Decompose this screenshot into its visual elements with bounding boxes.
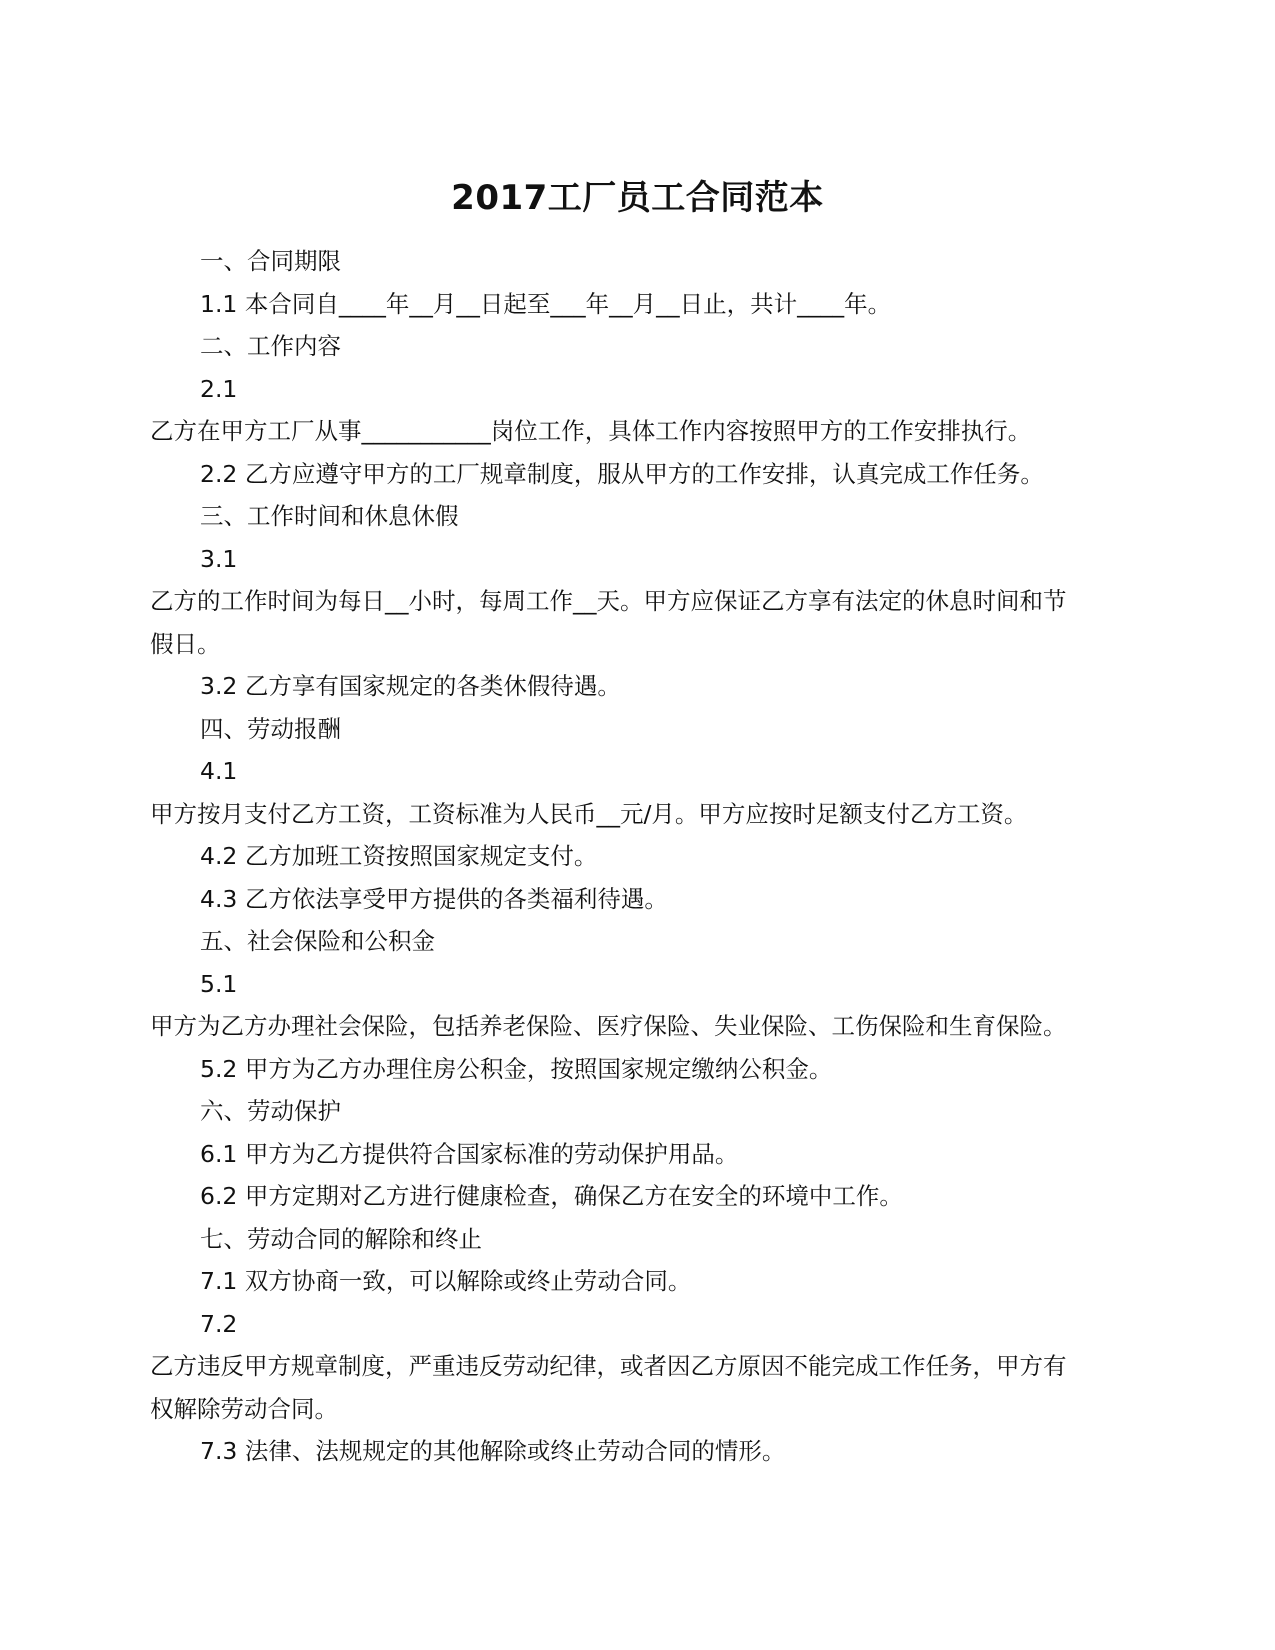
indented-text-line: 5.1 — [200, 969, 238, 998]
indented-text-line: 3.1 — [200, 544, 238, 573]
indented-text-line: 三、工作时间和休息休假 — [200, 502, 459, 530]
indented-text-line: 五、社会保险和公积金 — [200, 927, 435, 955]
indented-text-line: 7.3 法律、法规规定的其他解除或终止劳动合同的情形。 — [200, 1437, 786, 1465]
document-title: 2017工厂员工合同范本 — [451, 178, 824, 218]
indented-text-line: 4.3 乙方依法享受甲方提供的各类福利待遇。 — [200, 884, 668, 913]
indented-text-line: 6.1 甲方为乙方提供符合国家标准的劳动保护用品。 — [200, 1139, 739, 1168]
indented-text-line: 7.1 双方协商一致，可以解除或终止劳动合同。 — [200, 1267, 692, 1295]
text-line: 乙方在甲方工厂从事___________岗位工作，具体工作内容按照甲方的工作安排执行。 — [150, 417, 1032, 445]
indented-text-line: 一、合同期限 — [200, 247, 341, 275]
indented-text-line: 5.2 甲方为乙方办理住房公积金，按照国家规定缴纳公积金。 — [200, 1054, 833, 1083]
indented-text-line: 7.2 — [200, 1309, 238, 1338]
text-line: 甲方按月支付乙方工资，工资标准为人民币__元/月。甲方应按时足额支付乙方工资。 — [150, 799, 1028, 828]
document-body — [150, 240, 1130, 1473]
text-line: 权解除劳动合同。 — [150, 1394, 338, 1423]
text-line: 乙方违反甲方规章制度，严重违反劳动纪律，或者因乙方原因不能完成工作任务，甲方有 — [150, 1352, 1067, 1380]
indented-text-line: 2.1 — [200, 374, 238, 403]
indented-text-line: 4.1 — [200, 757, 238, 785]
indented-text-line: 四、劳动报酬 — [200, 714, 341, 743]
text-line: 甲方为乙方办理社会保险，包括养老保险、医疗保险、失业保险、工伤保险和生育保险。 — [150, 1012, 1067, 1040]
indented-text-line: 3.2 乙方享有国家规定的各类休假待遇。 — [200, 672, 621, 700]
indented-text-line: 六、劳动保护 — [200, 1097, 341, 1125]
indented-text-line: 1.1 本合同自____年__月__日起至___年__月__日止，共计____年。 — [200, 289, 892, 318]
indented-text-line: 4.2 乙方加班工资按照国家规定支付。 — [200, 842, 598, 870]
text-line: 假日。 — [150, 629, 221, 658]
indented-text-line: 6.2 甲方定期对乙方进行健康检查，确保乙方在安全的环境中工作。 — [200, 1182, 903, 1210]
indented-text-line: 七、劳动合同的解除和终止 — [200, 1224, 482, 1253]
indented-text-line: 二、工作内容 — [200, 332, 341, 360]
indented-text-line: 2.2 乙方应遵守甲方的工厂规章制度，服从甲方的工作安排，认真完成工作任务。 — [200, 459, 1044, 488]
text-line: 乙方的工作时间为每日__小时，每周工作__天。甲方应保证乙方享有法定的休息时间和节 — [150, 587, 1067, 615]
